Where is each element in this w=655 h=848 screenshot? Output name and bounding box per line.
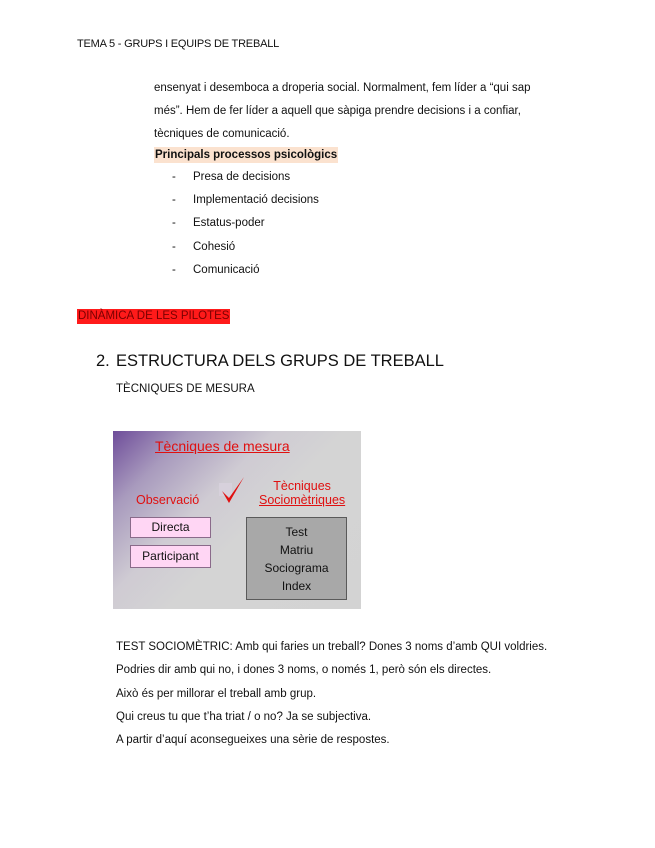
tecnica-item: Index (281, 579, 312, 593)
dinamica-highlight: DINÀMICA DE LES PILOTES (78, 310, 230, 322)
body-text (116, 636, 547, 752)
tecnica-item: Matriu (279, 543, 314, 557)
body-line: Això és per millorar el treball amb grup. (116, 687, 317, 700)
list-item: - Presa de decisions (172, 166, 319, 189)
subheading: TÈCNIQUES DE MESURA (116, 383, 255, 395)
slide-image (113, 431, 361, 609)
socio-line-1: Tècniques (273, 479, 331, 493)
intro-line: ensenyat i desemboca a droperia social. Normalment, fem líder a “qui sap (154, 82, 531, 94)
intro-line: tècniques de comunicació. (154, 128, 290, 140)
intro-line: més”. Hem de fer líder a aquell que sàpiga prendre decisions i a confiar, (154, 105, 521, 117)
checkmark-icon (219, 475, 247, 509)
list-item: - Estatus-poder (172, 212, 319, 235)
list-item: - Comunicació (172, 259, 319, 282)
section-title: ESTRUCTURA DELS GRUPS DE TREBALL (116, 352, 444, 370)
tecnica-item: Test (285, 525, 308, 539)
body-line: Qui creus tu que t’ha triat / o no? Ja se subjectiva. (116, 710, 372, 723)
sociometriques-label (259, 479, 345, 507)
page-header: TEMA 5 - GRUPS I EQUIPS DE TREBALL (77, 38, 280, 50)
socio-line-2: Sociomètriques (259, 493, 346, 507)
principals-heading: Principals processos psicològics (155, 149, 338, 161)
list-item: - Cohesió (172, 236, 319, 259)
principals-list (172, 166, 319, 282)
tecniques-box (246, 517, 347, 600)
participant-box: Participant (130, 545, 211, 568)
intro-paragraph (154, 77, 578, 146)
observacio-label: Observació (136, 493, 200, 507)
section-heading (96, 352, 444, 371)
body-line: A partir d’aquí aconsegueixes una sèrie de respostes. (116, 734, 390, 747)
slide-title: Tècniques de mesura (155, 438, 290, 454)
body-line: Podries dir amb qui no, i dones 3 noms, o només 1, però són els directes. (116, 664, 492, 677)
directa-box: Directa (130, 517, 211, 538)
list-item: - Implementació decisions (172, 189, 319, 212)
tecnica-item: Sociograma (264, 561, 329, 575)
section-number: 2. (96, 352, 110, 370)
body-line: TEST SOCIOMÈTRIC: Amb qui faries un treball? Dones 3 noms d’amb QUI voldries. (116, 641, 548, 653)
